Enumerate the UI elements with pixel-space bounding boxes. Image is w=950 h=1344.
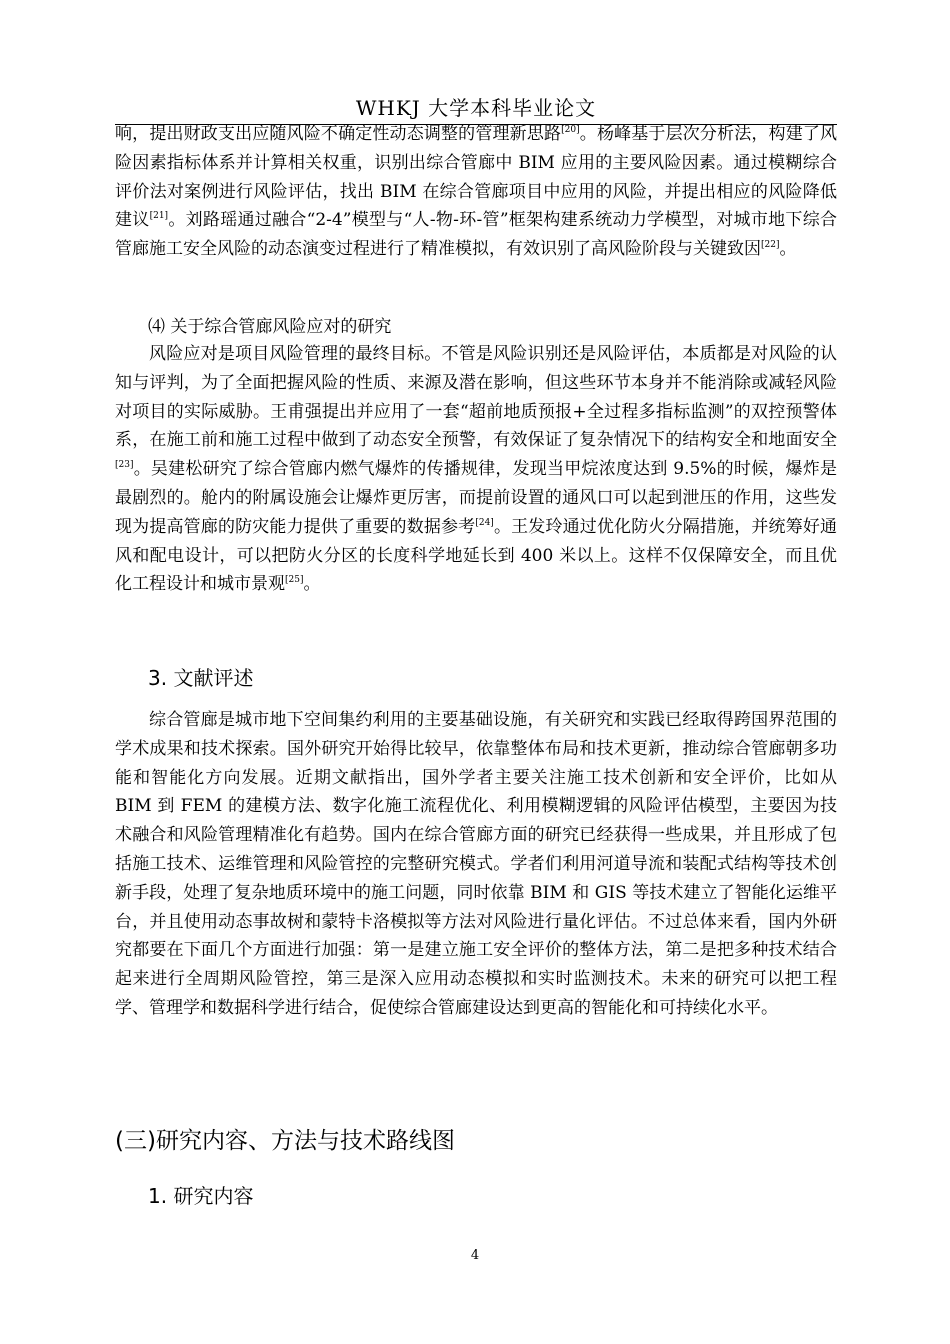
paragraph-text: 响，提出财政支出应随风险不确定性动态调整的管理新思路 (115, 124, 562, 144)
page-header: WHKJ 大学本科毕业论文 (115, 92, 837, 125)
paragraph-risk-response (115, 340, 837, 599)
section-heading-literature-review: 3. 文献评述 (148, 666, 254, 690)
paragraph-text: 综合管廊是城市地下空间集约利用的主要基础设施，有关研究和实践已经取得跨国界范围的学术成果和技术探索。国外研究开始得比较早，依靠整体布局和技术更新，推动综合管廊朝多功能和智能化方向发展。近期文献指出，国外学者主要关注施工技术创新和安全评价，比如从 BIM 到 FEM 的建模方法、数字化施工流程优化、利用模糊逻辑的风险评估模型，主要因为技术融合和风险管理精准化有趋势。国内在综合管廊方面的研究已经获得一些成果，并且形成了包括施工技术、运维管理和风险管控的完整研究模式。学者们利用河道导流和装配式结构等技术创新手段，处理了复杂地质环境中的施工问题，同时依靠 BIM 和 GIS 等技术建立了智能化运维平台，并且使用动态事故树和蒙特卡洛模拟等方法对风险进行量化评估。不过总体来看，国内外研究都要在下面几个方面进行加强：第一是建立施工安全评价的整体方法，第二是把多种技术结合起来进行全周期风险管控，第三是深入应用动态模拟和实时监测技术。未来的研究可以把工程学、管理学和数据科学进行结合，促使综合管廊建设达到更高的智能化和可持续化水平。 (115, 710, 837, 1018)
page-number: 4 (470, 1248, 480, 1263)
citation-ref: [23] (115, 460, 134, 471)
paragraph-text: 。吴建松研究了综合管廊内燃气爆炸的传播规律，发现当甲烷浓度达到 9.5%的时候，爆炸是最剧烈的。舱内的附属设施会让爆炸更厉害，而提前设置的通风口可以起到泄压的作用，这些发现为提高管廊的防灾能力提供了重要的数据参考 (115, 459, 837, 537)
citation-ref: [25] (285, 575, 304, 586)
citation-ref: [20] (561, 125, 580, 135)
paragraph-text: 。王发玲通过优化防火分隔措施，并统筹好通风和配电设计，可以把防火分区的长度科学地延长到 400 米以上。这样不仅保障安全，而且优化工程设计和城市景观 (115, 516, 838, 595)
paragraph-text: 。 (303, 574, 321, 595)
subsection-heading-risk-response: ⑷ 关于综合管廊风险应对的研究 (148, 317, 392, 337)
paragraph-literature-review (115, 706, 837, 1023)
section-heading-research-content: 1. 研究内容 (148, 1184, 254, 1208)
paragraph-text: 。刘路瑶通过融合“2-4”模型与“人-物-环-管”框架构建系统动力学模型，对城市地下综合管廊施工安全风险的动态演变过程进行了精准模拟，有效识别了高风险阶段与关键致因 (115, 210, 837, 260)
citation-ref: [21] (149, 211, 169, 222)
paragraph-text: 。 (779, 239, 797, 260)
chapter-heading-research-content: (三)研究内容、方法与技术路线图 (115, 1128, 455, 1154)
paragraph-text: 风险应对是项目风险管理的最终目标。不管是风险识别还是风险评估，本质都是对风险的认知与评判，为了全面把握风险的性质、来源及潜在影响，但这些环节本身并不能消除或减轻风险对项目的实际威胁。王甫强提出并应用了一套“超前地质预报+全过程多指标监测”的双控预警体系，在施工前和施工过程中做到了动态安全预警，有效保证了复杂情况下的结构安全和地面安全 (115, 344, 837, 451)
paragraph-risk-evaluation (115, 120, 837, 264)
paragraph-text: 。杨峰基于层次分析法，构建了风险因素指标体系并计算相关权重，识别出综合管廊中 BIM 应用的主要风险因素。通过模糊综合评价法对案例进行风险评估，找出 BIM 在综合管廊项目中应用的风险，并提出相应的风险降低建议 (115, 124, 838, 231)
citation-ref: [24] (475, 517, 494, 528)
citation-ref: [22] (761, 240, 780, 251)
